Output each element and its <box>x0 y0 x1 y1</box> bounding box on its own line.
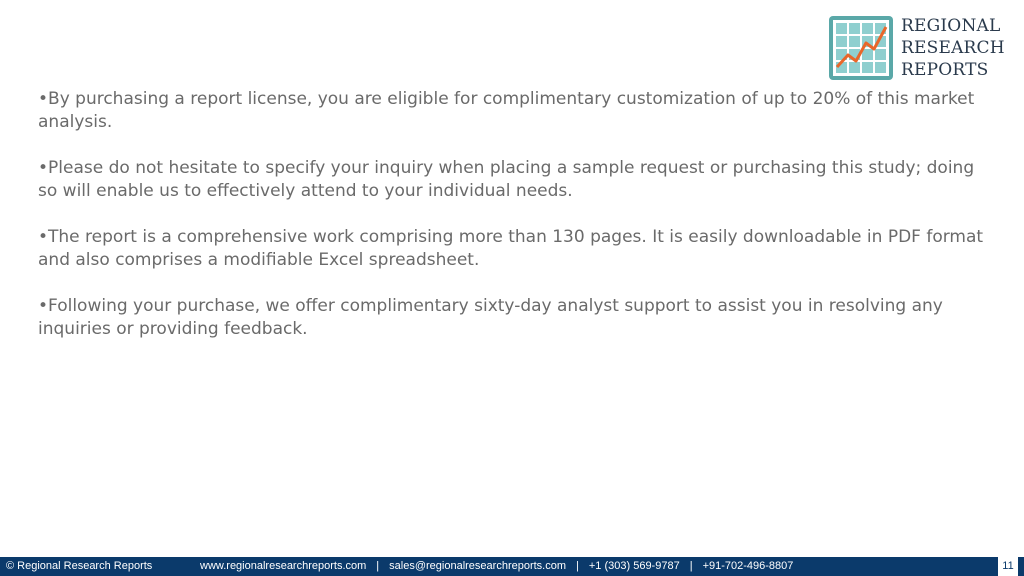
footer-phone-1: +1 (303) 569-9787 <box>588 560 680 572</box>
chart-grid-icon <box>828 15 894 81</box>
bullet-report-format: •The report is a comprehensive work comprising more than 130 pages. It is easily downloadable in PDF format and also comprises a modifiable Excel spreadsheet. <box>38 227 984 270</box>
logo-line-2: RESEARCH <box>901 38 1005 58</box>
page-number: 11 <box>996 557 1018 576</box>
logo-line-3: REPORTS <box>901 60 989 80</box>
bullet-analyst-support: •Following your purchase, we offer complimentary sixty-day analyst support to assist you in resolving any inquiries or providing feedback. <box>38 296 943 339</box>
footer-contacts <box>200 560 793 572</box>
logo-wordmark <box>901 15 1005 81</box>
footer-separator: | <box>376 560 380 572</box>
bullet-customization: •By purchasing a report license, you are eligible for complimentary customization of up to 20% of this market analysis. <box>38 89 975 132</box>
footer-phone-2: +91-702-496-8807 <box>702 560 794 572</box>
footer-bar <box>0 557 1024 576</box>
footer-website-link[interactable]: www.regionalresearchreports.com <box>200 560 367 572</box>
footer-copyright: © Regional Research Reports <box>6 560 153 572</box>
footer-separator: | <box>576 560 579 572</box>
bullet-inquiry: •Please do not hesitate to specify your inquiry when placing a sample request or purchasing this study; doing so will enable us to effectively attend to your individual needs. <box>38 158 975 201</box>
company-logo <box>828 13 1008 83</box>
bullet-list <box>38 88 988 364</box>
footer-email-link[interactable]: sales@regionalresearchreports.com <box>389 560 567 572</box>
footer-separator: | <box>689 560 693 572</box>
logo-line-1: REGIONAL <box>901 16 1001 36</box>
